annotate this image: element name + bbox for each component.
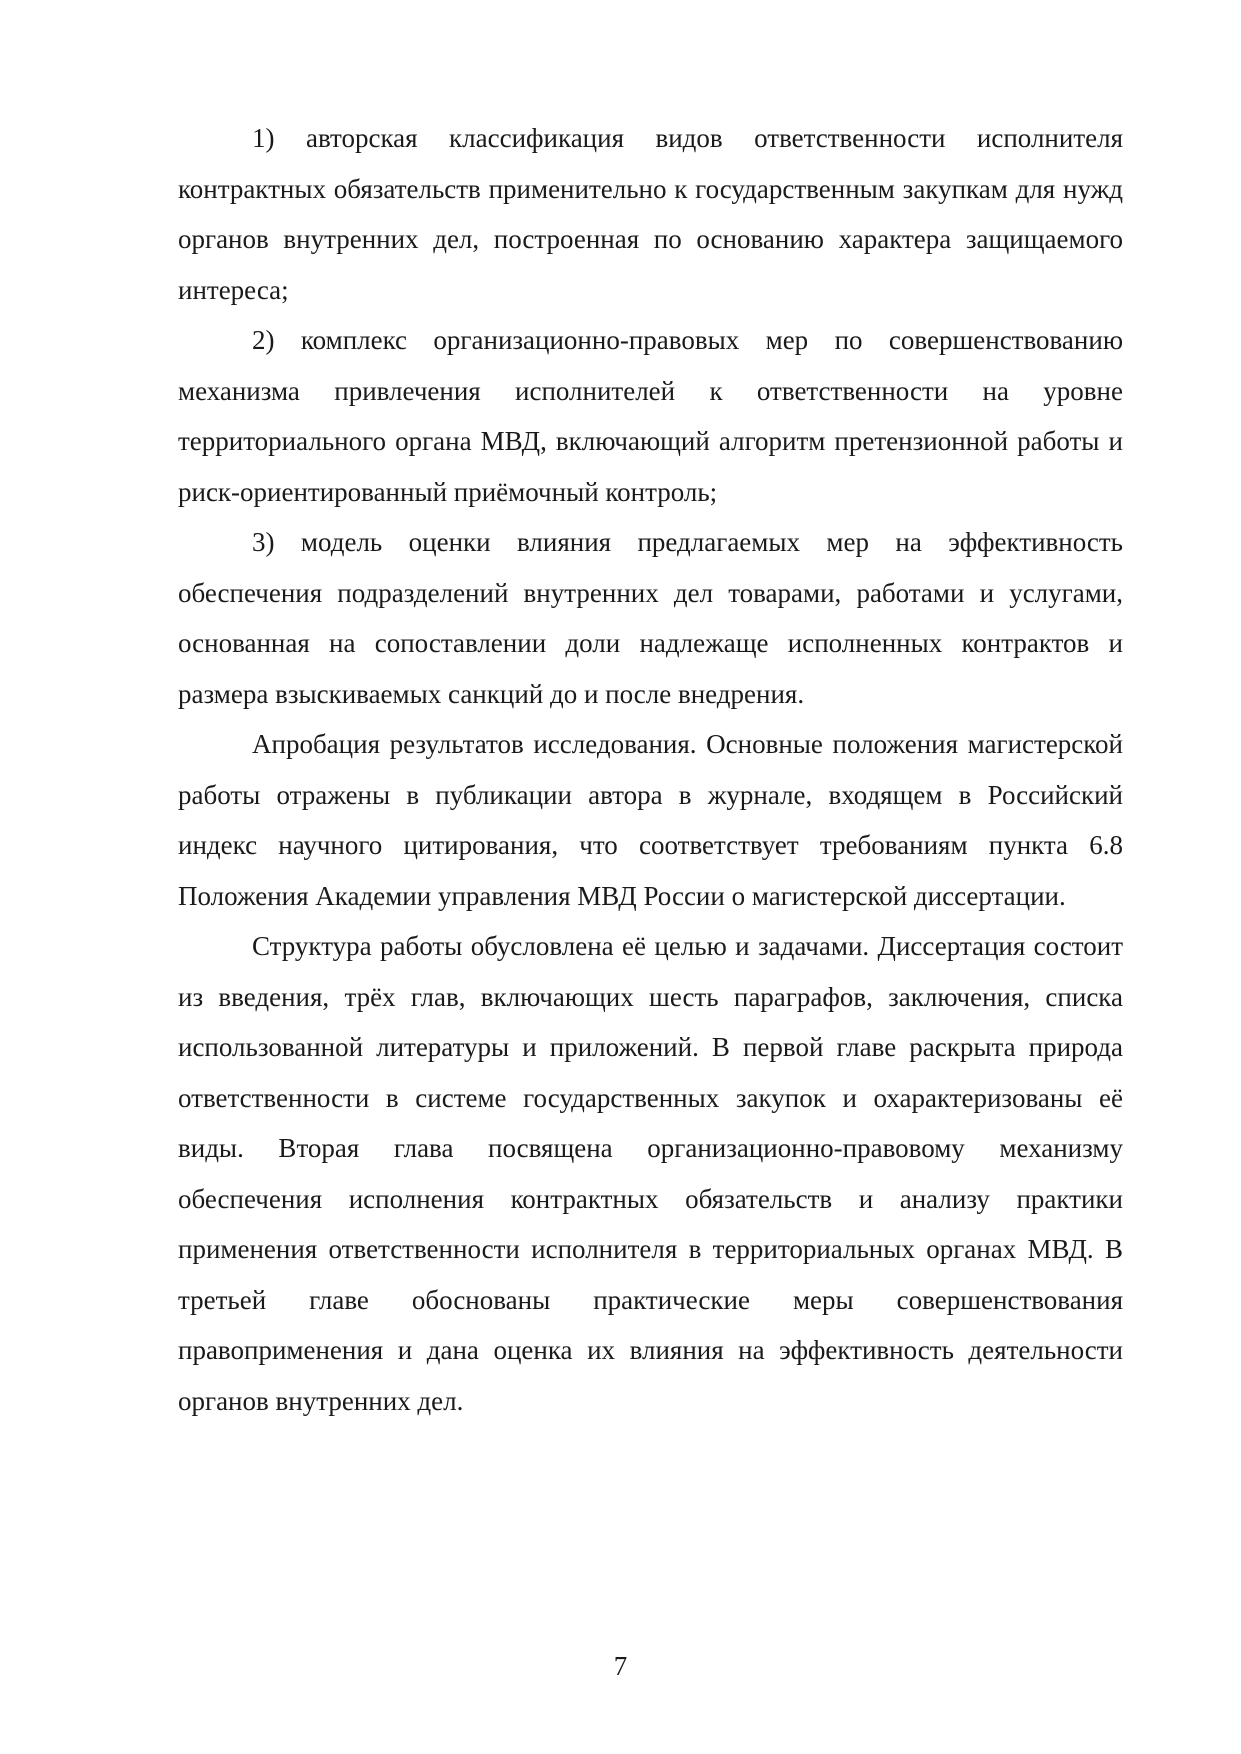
paragraph-result-1: 1) авторская классификация видов ответственности исполнителя контрактных обязательств применительно к государственным закупкам для нужд органов внутренних дел, построенная по основанию характера защищаемого интереса; (178, 123, 1123, 305)
paragraph-result-2: 2) комплекс организационно-правовых мер по совершенствованию механизма привлечения исполнителей к ответственности на уровне территориального органа МВД, включающий алгоритм претензионной работы и риск-ориентированный приёмочный контроль; (178, 325, 1123, 507)
paragraph-result-3: 3) модель оценки влияния предлагаемых мер на эффективность обеспечения подразделений внутренних дел товарами, работами и услугами, основанная на сопоставлении доли надлежаще исполненных контрактов и размера взыскиваемых санкций до и после внедрения. (178, 527, 1123, 709)
document-body (178, 113, 1123, 1426)
page-number: 7 (613, 1651, 628, 1681)
paragraph-approbation: Апробация результатов исследования. Основные положения магистерской работы отражены в публикации автора в журнале, входящем в Российский индекс научного цитирования, что соответствует требованиям пункта 6.8 Положения Академии управления МВД России о магистерской диссертации. (178, 729, 1123, 911)
paragraph-structure: Структура работы обусловлена её целью и задачами. Диссертация состоит из введения, трёх глав, включающих шесть параграфов, заключения, списка использованной литературы и приложений. В первой главе раскрыта природа ответственности в системе государственных закупок и охарактеризованы её виды. Вторая глава посвящена организационно-правовому механизму обеспечения исполнения контрактных обязательств и анализу практики применения ответственности исполнителя в территориальных органах МВД. В третьей главе обоснованы практические меры совершенствования правоприменения и дана оценка их влияния на эффективность деятельности органов внутренних дел. (178, 931, 1123, 1416)
